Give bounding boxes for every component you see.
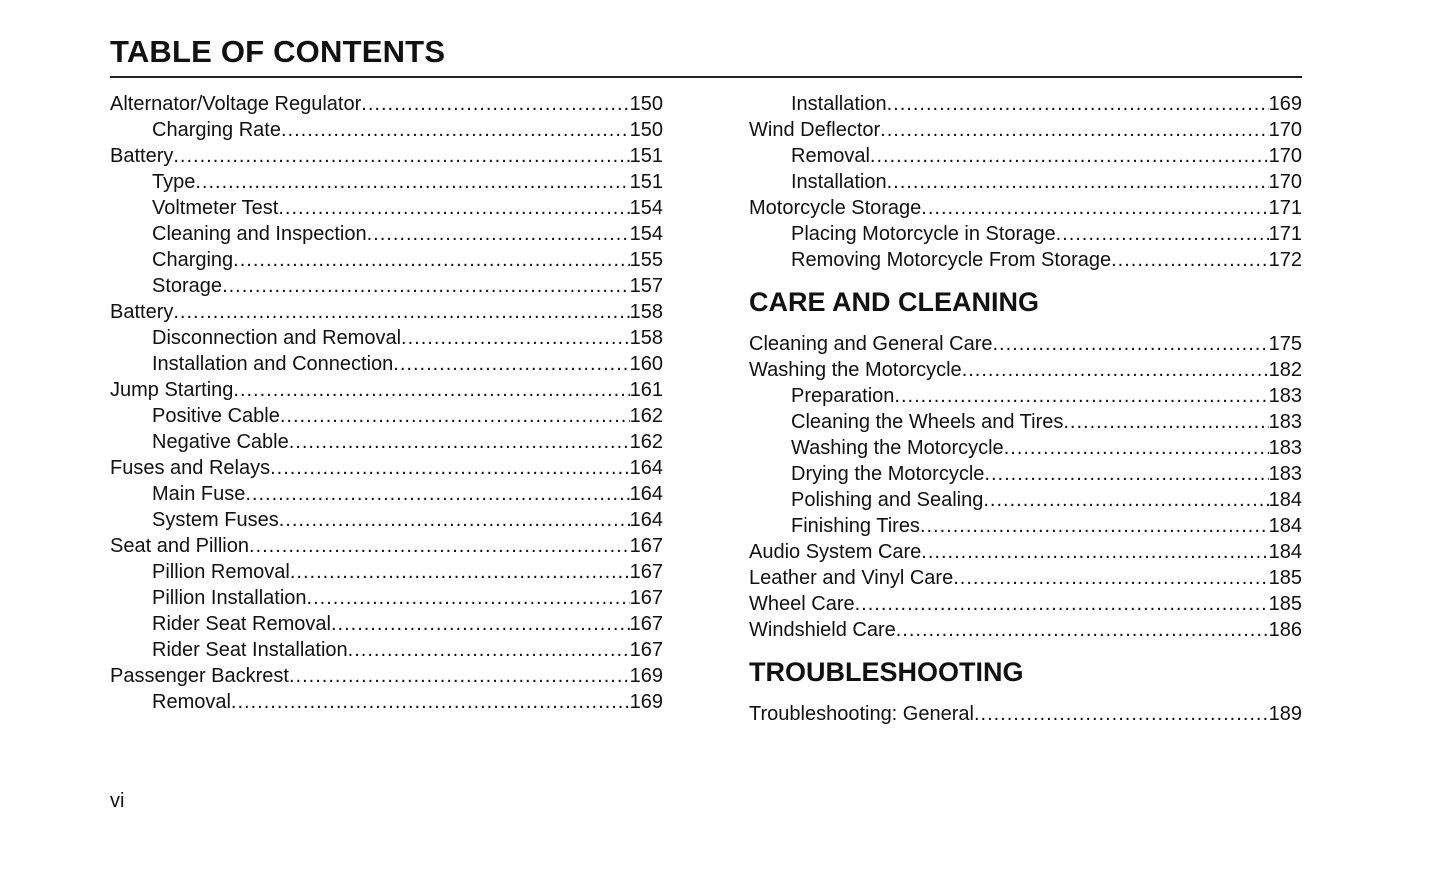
toc-entry[interactable] bbox=[749, 487, 1302, 513]
toc-entry[interactable] bbox=[110, 195, 663, 221]
toc-entry-label: Passenger Backrest bbox=[110, 665, 289, 687]
dot-leader bbox=[361, 91, 629, 117]
toc-entry-page: 185 bbox=[1268, 567, 1302, 589]
toc-entry-label: Charging bbox=[152, 249, 234, 271]
toc-entry-label: Preparation bbox=[791, 385, 895, 407]
toc-entry-page: 150 bbox=[629, 119, 663, 141]
toc-entry-page: 162 bbox=[629, 405, 663, 427]
toc-entry-page: 158 bbox=[629, 327, 663, 349]
toc-entry-page: 154 bbox=[629, 223, 663, 245]
toc-entry-label: Battery bbox=[110, 145, 174, 167]
toc-entry-page: 189 bbox=[1268, 703, 1302, 725]
toc-entry[interactable] bbox=[110, 637, 663, 663]
toc-entry-page: 167 bbox=[629, 613, 663, 635]
toc-entry[interactable] bbox=[110, 351, 663, 377]
toc-entry[interactable] bbox=[749, 461, 1302, 487]
toc-entry-page: 167 bbox=[629, 535, 663, 557]
toc-entry-label: Disconnection and Removal bbox=[152, 327, 402, 349]
toc-entry-label: Motorcycle Storage bbox=[749, 197, 922, 219]
toc-entry-page: 171 bbox=[1268, 197, 1302, 219]
toc-entry[interactable] bbox=[110, 91, 663, 117]
toc-entry-page: 161 bbox=[629, 379, 663, 401]
toc-entry-page: 184 bbox=[1268, 489, 1302, 511]
section-heading: TROUBLESHOOTING bbox=[749, 657, 1024, 687]
toc-entry[interactable] bbox=[749, 357, 1302, 383]
dot-leader bbox=[401, 325, 630, 351]
dot-leader bbox=[173, 299, 629, 325]
toc-entry[interactable] bbox=[110, 247, 663, 273]
dot-leader bbox=[245, 481, 629, 507]
toc-entry-page: 183 bbox=[1268, 463, 1302, 485]
toc-entry-label: Removal bbox=[791, 145, 870, 167]
dot-leader bbox=[270, 455, 630, 481]
toc-entry-page: 164 bbox=[629, 457, 663, 479]
dot-leader bbox=[870, 143, 1269, 169]
toc-entry-label: System Fuses bbox=[152, 509, 279, 531]
toc-entry[interactable] bbox=[749, 331, 1302, 357]
dot-leader bbox=[887, 91, 1269, 117]
toc-entry[interactable] bbox=[110, 377, 663, 403]
toc-entry[interactable] bbox=[110, 481, 663, 507]
toc-entry-page: 182 bbox=[1268, 359, 1302, 381]
toc-entry-label: Leather and Vinyl Care bbox=[749, 567, 954, 589]
toc-entry[interactable] bbox=[110, 507, 663, 533]
toc-entry[interactable] bbox=[110, 143, 663, 169]
toc-entry-label: Battery bbox=[110, 301, 174, 323]
toc-entry[interactable] bbox=[749, 591, 1302, 617]
toc-entry[interactable] bbox=[110, 533, 663, 559]
toc-entry[interactable] bbox=[110, 455, 663, 481]
toc-entry[interactable] bbox=[110, 429, 663, 455]
toc-entry[interactable] bbox=[110, 403, 663, 429]
toc-entry-label: Audio System Care bbox=[749, 541, 922, 563]
page-number: vi bbox=[110, 790, 125, 812]
toc-entry-label: Washing the Motorcycle bbox=[749, 359, 962, 381]
dot-leader bbox=[1056, 221, 1269, 247]
page-title: TABLE OF CONTENTS bbox=[110, 34, 446, 69]
toc-right-column bbox=[749, 91, 1302, 727]
dot-leader bbox=[249, 533, 630, 559]
toc-entry[interactable] bbox=[749, 701, 1302, 727]
toc-entry-page: 183 bbox=[1268, 385, 1302, 407]
toc-entry-label: Jump Starting bbox=[110, 379, 234, 401]
toc-entry-label: Rider Seat Installation bbox=[152, 639, 348, 661]
toc-entry-label: Charging Rate bbox=[152, 119, 281, 141]
toc-entry-page: 171 bbox=[1268, 223, 1302, 245]
toc-entry[interactable] bbox=[749, 143, 1302, 169]
dot-leader bbox=[289, 429, 630, 455]
toc-entry[interactable] bbox=[110, 117, 663, 143]
toc-entry[interactable] bbox=[749, 117, 1302, 143]
toc-entry[interactable] bbox=[749, 539, 1302, 565]
toc-entry[interactable] bbox=[749, 91, 1302, 117]
toc-entry-label: Storage bbox=[152, 275, 223, 297]
dot-leader bbox=[307, 585, 630, 611]
toc-entry-label: Wheel Care bbox=[749, 593, 855, 615]
toc-entry[interactable] bbox=[110, 299, 663, 325]
toc-entry-label: Washing the Motorcycle bbox=[791, 437, 1004, 459]
toc-entry[interactable] bbox=[110, 585, 663, 611]
toc-entry-label: Cleaning the Wheels and Tires bbox=[791, 411, 1064, 433]
toc-entry-label: Seat and Pillion bbox=[110, 535, 249, 557]
toc-entry-page: 158 bbox=[629, 301, 663, 323]
dot-leader bbox=[222, 273, 630, 299]
toc-entry-label: Polishing and Sealing bbox=[791, 489, 984, 511]
toc-entry-label: Pillion Installation bbox=[152, 587, 307, 609]
toc-entry[interactable] bbox=[110, 689, 663, 715]
toc-entry-label: Type bbox=[152, 171, 196, 193]
dot-leader bbox=[278, 195, 629, 221]
toc-entry[interactable] bbox=[110, 559, 663, 585]
toc-entry-label: Pillion Removal bbox=[152, 561, 290, 583]
toc-entry-page: 151 bbox=[629, 171, 663, 193]
toc-entry[interactable] bbox=[749, 169, 1302, 195]
toc-entry-label: Rider Seat Removal bbox=[152, 613, 331, 635]
dot-leader bbox=[233, 247, 629, 273]
toc-entry-page: 169 bbox=[629, 691, 663, 713]
toc-entry-page: 150 bbox=[629, 93, 663, 115]
dot-leader bbox=[279, 507, 630, 533]
toc-entry[interactable] bbox=[110, 221, 663, 247]
dot-leader bbox=[921, 195, 1268, 221]
toc-entry[interactable] bbox=[749, 565, 1302, 591]
dot-leader bbox=[855, 591, 1269, 617]
dot-leader bbox=[290, 559, 630, 585]
dot-leader bbox=[289, 663, 630, 689]
toc-entry-page: 183 bbox=[1268, 411, 1302, 433]
toc-entry-page: 155 bbox=[629, 249, 663, 271]
dot-leader bbox=[984, 461, 1268, 487]
toc-entry-label: Cleaning and Inspection bbox=[152, 223, 367, 245]
toc-entry-label: Troubleshooting: General bbox=[749, 703, 974, 725]
toc-entry[interactable] bbox=[749, 409, 1302, 435]
dot-leader bbox=[231, 689, 630, 715]
dot-leader bbox=[887, 169, 1269, 195]
dot-leader bbox=[894, 383, 1268, 409]
dot-leader bbox=[348, 637, 630, 663]
toc-entry-label: Removing Motorcycle From Storage bbox=[791, 249, 1112, 271]
toc-entry[interactable] bbox=[749, 513, 1302, 539]
dot-leader bbox=[983, 487, 1268, 513]
dot-leader bbox=[281, 117, 630, 143]
toc-entry[interactable] bbox=[110, 169, 663, 195]
toc-entry-page: 184 bbox=[1268, 515, 1302, 537]
toc-entry-page: 172 bbox=[1268, 249, 1302, 271]
section-heading: CARE AND CLEANING bbox=[749, 287, 1039, 317]
toc-entry-label: Removal bbox=[152, 691, 231, 713]
toc-entry-label: Fuses and Relays bbox=[110, 457, 271, 479]
toc-entry-label: Drying the Motorcycle bbox=[791, 463, 985, 485]
toc-entry[interactable] bbox=[749, 383, 1302, 409]
toc-entry-label: Voltmeter Test bbox=[152, 197, 279, 219]
toc-entry[interactable] bbox=[110, 273, 663, 299]
toc-entry-page: 157 bbox=[629, 275, 663, 297]
toc-entry[interactable] bbox=[110, 325, 663, 351]
toc-entry-page: 169 bbox=[1268, 93, 1302, 115]
dot-leader bbox=[962, 357, 1269, 383]
toc-entry-page: 154 bbox=[629, 197, 663, 219]
toc-entry-page: 170 bbox=[1268, 119, 1302, 141]
toc-entry-label: Wind Deflector bbox=[749, 119, 881, 141]
toc-entry-page: 183 bbox=[1268, 437, 1302, 459]
toc-entry-label: Installation and Connection bbox=[152, 353, 394, 375]
toc-entry[interactable] bbox=[110, 663, 663, 689]
toc-entry-page: 175 bbox=[1268, 333, 1302, 355]
toc-entry-page: 167 bbox=[629, 561, 663, 583]
toc-entry-label: Windshield Care bbox=[749, 619, 896, 641]
dot-leader bbox=[367, 221, 630, 247]
toc-entry-page: 170 bbox=[1268, 171, 1302, 193]
dot-leader bbox=[195, 169, 629, 195]
dot-leader bbox=[393, 351, 629, 377]
toc-entry-label: Finishing Tires bbox=[791, 515, 920, 537]
dot-leader bbox=[921, 539, 1268, 565]
dot-leader bbox=[173, 143, 629, 169]
toc-entry[interactable] bbox=[749, 247, 1302, 273]
dot-leader bbox=[1111, 247, 1269, 273]
toc-entry-page: 167 bbox=[629, 587, 663, 609]
toc-entry-page: 169 bbox=[629, 665, 663, 687]
toc-entry-label: Installation bbox=[791, 93, 887, 115]
dot-leader bbox=[974, 701, 1269, 727]
toc-entry-page: 167 bbox=[629, 639, 663, 661]
dot-leader bbox=[993, 331, 1269, 357]
dot-leader bbox=[331, 611, 630, 637]
toc-entry-label: Negative Cable bbox=[152, 431, 289, 453]
toc-entry[interactable] bbox=[749, 435, 1302, 461]
dot-leader bbox=[1063, 409, 1268, 435]
toc-entry-page: 186 bbox=[1268, 619, 1302, 641]
dot-leader bbox=[920, 513, 1269, 539]
toc-entry-label: Positive Cable bbox=[152, 405, 280, 427]
toc-entry-label: Placing Motorcycle in Storage bbox=[791, 223, 1056, 245]
toc-entry-label: Main Fuse bbox=[152, 483, 246, 505]
toc-entry-label: Cleaning and General Care bbox=[749, 333, 993, 355]
toc-entry-page: 164 bbox=[629, 509, 663, 531]
toc-left-column bbox=[110, 91, 663, 715]
dot-leader bbox=[1004, 435, 1269, 461]
toc-entry-page: 164 bbox=[629, 483, 663, 505]
dot-leader bbox=[880, 117, 1268, 143]
dot-leader bbox=[280, 403, 630, 429]
toc-entry[interactable] bbox=[110, 611, 663, 637]
dot-leader bbox=[896, 617, 1269, 643]
toc-entry-page: 151 bbox=[629, 145, 663, 167]
toc-entry-page: 162 bbox=[629, 431, 663, 453]
title-rule bbox=[110, 76, 1302, 78]
toc-entry-page: 184 bbox=[1268, 541, 1302, 563]
toc-entry-page: 160 bbox=[629, 353, 663, 375]
toc-entry-page: 170 bbox=[1268, 145, 1302, 167]
toc-entry[interactable] bbox=[749, 617, 1302, 643]
toc-entry[interactable] bbox=[749, 195, 1302, 221]
dot-leader bbox=[953, 565, 1268, 591]
toc-entry-label: Alternator/Voltage Regulator bbox=[110, 93, 362, 115]
toc-entry[interactable] bbox=[749, 221, 1302, 247]
dot-leader bbox=[233, 377, 629, 403]
toc-entry-label: Installation bbox=[791, 171, 887, 193]
toc-entry-page: 185 bbox=[1268, 593, 1302, 615]
